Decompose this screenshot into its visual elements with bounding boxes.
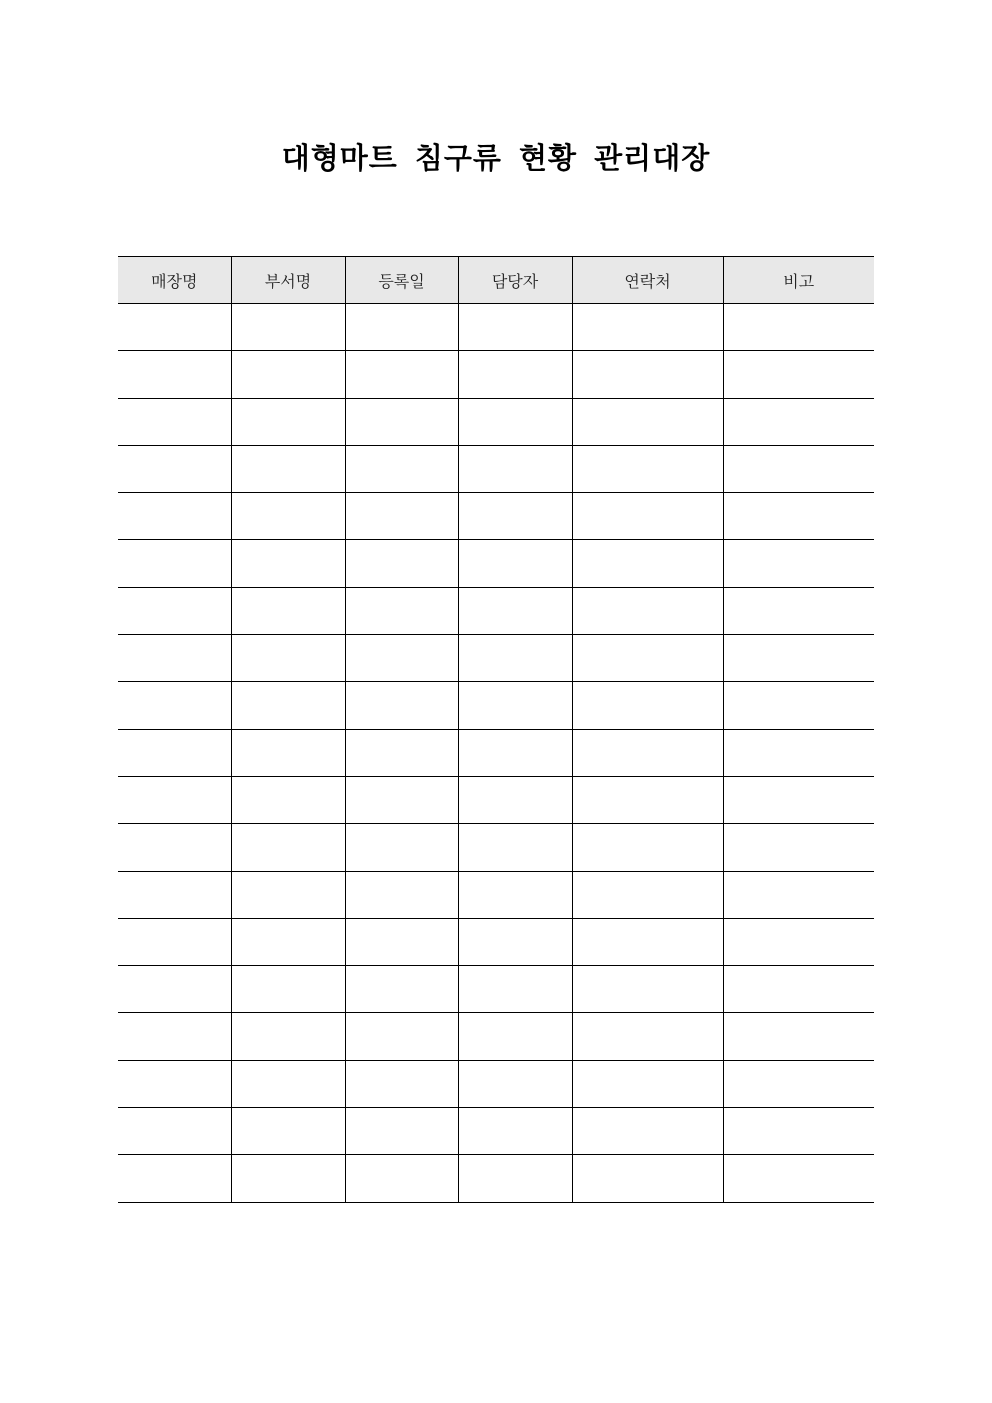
cell-contact[interactable] xyxy=(572,918,723,965)
cell-registration-date[interactable] xyxy=(345,587,458,634)
table-row xyxy=(118,304,874,351)
cell-manager[interactable] xyxy=(458,635,572,682)
cell-store-name[interactable] xyxy=(118,540,231,587)
cell-manager[interactable] xyxy=(458,540,572,587)
cell-department[interactable] xyxy=(231,493,345,540)
cell-department[interactable] xyxy=(231,304,345,351)
cell-department[interactable] xyxy=(231,776,345,823)
cell-manager[interactable] xyxy=(458,871,572,918)
cell-department[interactable] xyxy=(231,1060,345,1107)
header-row xyxy=(118,257,874,304)
cell-registration-date[interactable] xyxy=(345,1108,458,1155)
cell-remarks[interactable] xyxy=(723,1013,874,1060)
cell-store-name[interactable] xyxy=(118,918,231,965)
cell-registration-date[interactable] xyxy=(345,729,458,776)
cell-manager[interactable] xyxy=(458,351,572,398)
table-row xyxy=(118,351,874,398)
cell-store-name[interactable] xyxy=(118,1108,231,1155)
cell-store-name[interactable] xyxy=(118,682,231,729)
cell-manager[interactable] xyxy=(458,776,572,823)
cell-remarks[interactable] xyxy=(723,1108,874,1155)
cell-contact[interactable] xyxy=(572,304,723,351)
header-remarks: 비고 xyxy=(723,257,874,304)
cell-department[interactable] xyxy=(231,729,345,776)
cell-remarks[interactable] xyxy=(723,871,874,918)
cell-registration-date[interactable] xyxy=(345,1060,458,1107)
cell-manager[interactable] xyxy=(458,493,572,540)
table-row xyxy=(118,1108,874,1155)
header-contact: 연락처 xyxy=(572,257,723,304)
cell-store-name[interactable] xyxy=(118,304,231,351)
table-row xyxy=(118,776,874,823)
cell-contact[interactable] xyxy=(572,587,723,634)
cell-contact[interactable] xyxy=(572,445,723,492)
table-row xyxy=(118,398,874,445)
header-manager: 담당자 xyxy=(458,257,572,304)
cell-contact[interactable] xyxy=(572,1108,723,1155)
cell-store-name[interactable] xyxy=(118,445,231,492)
cell-remarks[interactable] xyxy=(723,351,874,398)
table-row xyxy=(118,729,874,776)
cell-remarks[interactable] xyxy=(723,824,874,871)
table-body xyxy=(118,304,874,1203)
cell-contact[interactable] xyxy=(572,776,723,823)
register-table xyxy=(118,256,874,1203)
table-row xyxy=(118,445,874,492)
cell-contact[interactable] xyxy=(572,871,723,918)
cell-department[interactable] xyxy=(231,540,345,587)
cell-manager[interactable] xyxy=(458,1013,572,1060)
cell-contact[interactable] xyxy=(572,729,723,776)
cell-department[interactable] xyxy=(231,398,345,445)
table-row xyxy=(118,1060,874,1107)
cell-registration-date[interactable] xyxy=(345,824,458,871)
cell-department[interactable] xyxy=(231,587,345,634)
cell-store-name[interactable] xyxy=(118,1013,231,1060)
cell-manager[interactable] xyxy=(458,445,572,492)
header-store-name: 매장명 xyxy=(118,257,231,304)
cell-store-name[interactable] xyxy=(118,1155,231,1202)
cell-remarks[interactable] xyxy=(723,587,874,634)
cell-manager[interactable] xyxy=(458,824,572,871)
cell-contact[interactable] xyxy=(572,540,723,587)
cell-contact[interactable] xyxy=(572,1155,723,1202)
header-department: 부서명 xyxy=(231,257,345,304)
cell-registration-date[interactable] xyxy=(345,493,458,540)
cell-manager[interactable] xyxy=(458,1060,572,1107)
cell-store-name[interactable] xyxy=(118,1060,231,1107)
cell-registration-date[interactable] xyxy=(345,304,458,351)
cell-department[interactable] xyxy=(231,871,345,918)
cell-registration-date[interactable] xyxy=(345,871,458,918)
cell-remarks[interactable] xyxy=(723,966,874,1013)
cell-manager[interactable] xyxy=(458,1108,572,1155)
cell-remarks[interactable] xyxy=(723,1060,874,1107)
cell-department[interactable] xyxy=(231,445,345,492)
cell-department[interactable] xyxy=(231,1155,345,1202)
cell-department[interactable] xyxy=(231,1013,345,1060)
table-row xyxy=(118,871,874,918)
cell-registration-date[interactable] xyxy=(345,918,458,965)
cell-registration-date[interactable] xyxy=(345,635,458,682)
cell-department[interactable] xyxy=(231,966,345,1013)
cell-contact[interactable] xyxy=(572,351,723,398)
cell-remarks[interactable] xyxy=(723,729,874,776)
cell-department[interactable] xyxy=(231,682,345,729)
table-row xyxy=(118,918,874,965)
cell-manager[interactable] xyxy=(458,918,572,965)
table-row xyxy=(118,1013,874,1060)
cell-department[interactable] xyxy=(231,918,345,965)
cell-department[interactable] xyxy=(231,1108,345,1155)
cell-remarks[interactable] xyxy=(723,398,874,445)
cell-registration-date[interactable] xyxy=(345,682,458,729)
cell-registration-date[interactable] xyxy=(345,1013,458,1060)
cell-contact[interactable] xyxy=(572,398,723,445)
table-row xyxy=(118,682,874,729)
cell-manager[interactable] xyxy=(458,1155,572,1202)
cell-department[interactable] xyxy=(231,824,345,871)
cell-store-name[interactable] xyxy=(118,587,231,634)
cell-store-name[interactable] xyxy=(118,824,231,871)
table-row xyxy=(118,635,874,682)
cell-store-name[interactable] xyxy=(118,493,231,540)
cell-contact[interactable] xyxy=(572,1013,723,1060)
cell-manager[interactable] xyxy=(458,729,572,776)
cell-store-name[interactable] xyxy=(118,776,231,823)
cell-store-name[interactable] xyxy=(118,966,231,1013)
cell-manager[interactable] xyxy=(458,398,572,445)
cell-department[interactable] xyxy=(231,351,345,398)
cell-contact[interactable] xyxy=(572,635,723,682)
cell-store-name[interactable] xyxy=(118,729,231,776)
cell-manager[interactable] xyxy=(458,966,572,1013)
cell-registration-date[interactable] xyxy=(345,398,458,445)
cell-remarks[interactable] xyxy=(723,493,874,540)
cell-contact[interactable] xyxy=(572,1060,723,1107)
cell-contact[interactable] xyxy=(572,824,723,871)
document-title: 대형마트 침구류 현황 관리대장 xyxy=(281,141,711,175)
cell-manager[interactable] xyxy=(458,304,572,351)
table-row xyxy=(118,587,874,634)
table-row xyxy=(118,966,874,1013)
cell-registration-date[interactable] xyxy=(345,776,458,823)
cell-remarks[interactable] xyxy=(723,445,874,492)
cell-registration-date[interactable] xyxy=(345,1155,458,1202)
cell-store-name[interactable] xyxy=(118,398,231,445)
cell-manager[interactable] xyxy=(458,587,572,634)
table-row xyxy=(118,493,874,540)
table-row xyxy=(118,540,874,587)
cell-contact[interactable] xyxy=(572,682,723,729)
cell-remarks[interactable] xyxy=(723,635,874,682)
cell-remarks[interactable] xyxy=(723,776,874,823)
cell-remarks[interactable] xyxy=(723,918,874,965)
cell-manager[interactable] xyxy=(458,682,572,729)
cell-store-name[interactable] xyxy=(118,871,231,918)
cell-remarks[interactable] xyxy=(723,682,874,729)
table-row xyxy=(118,824,874,871)
header-registration-date: 등록일 xyxy=(345,257,458,304)
cell-contact[interactable] xyxy=(572,966,723,1013)
cell-remarks[interactable] xyxy=(723,540,874,587)
cell-contact[interactable] xyxy=(572,493,723,540)
table-row xyxy=(118,1155,874,1202)
cell-registration-date[interactable] xyxy=(345,966,458,1013)
cell-remarks[interactable] xyxy=(723,1155,874,1202)
cell-registration-date[interactable] xyxy=(345,540,458,587)
cell-registration-date[interactable] xyxy=(345,445,458,492)
cell-remarks[interactable] xyxy=(723,304,874,351)
cell-store-name[interactable] xyxy=(118,635,231,682)
cell-department[interactable] xyxy=(231,635,345,682)
cell-registration-date[interactable] xyxy=(345,351,458,398)
cell-store-name[interactable] xyxy=(118,351,231,398)
